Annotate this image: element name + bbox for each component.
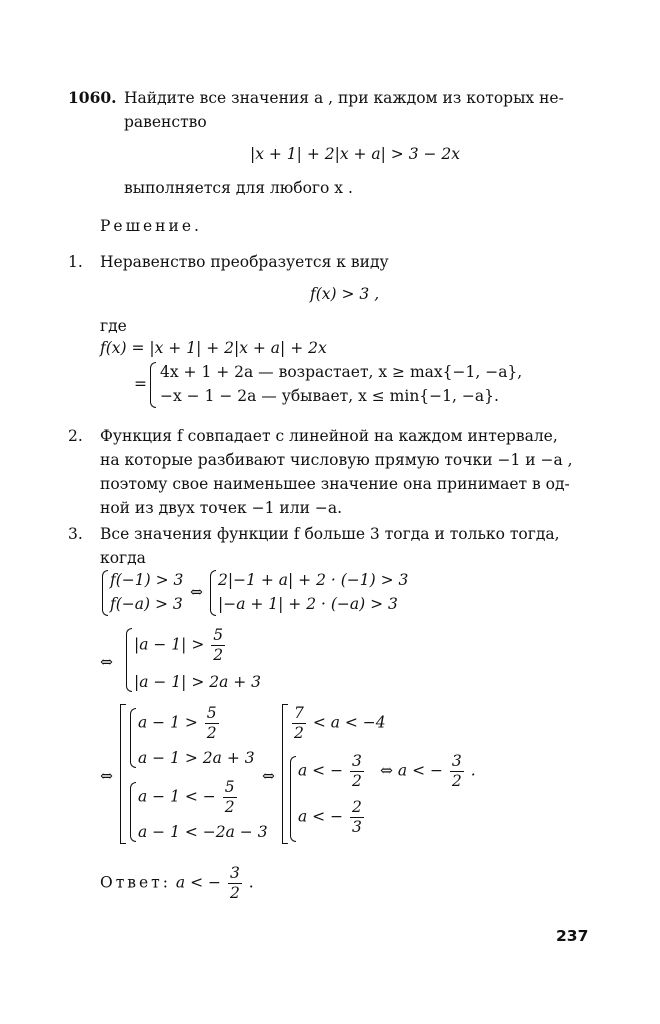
fraction-5-2: $\frac{5}{2}$ — [224, 778, 235, 816]
set-a-brace — [130, 708, 136, 768]
system-2-row-2: |−a + 1| + 2 · (−a) > 3 — [218, 595, 398, 613]
step-1-definition: f(x) = |x + 1| + 2|x + a| + 2x — [100, 339, 327, 357]
problem-line-1: Найдите все значения a , при каждом из которых не- — [124, 89, 564, 107]
system-3-row-1: |a − 1| > $\frac{5}{2}$ — [134, 626, 224, 664]
set-b-row-1: a − 1 < − $\frac{5}{2}$ — [138, 778, 235, 816]
fraction-5-2: $\frac{5}{2}$ — [206, 704, 217, 742]
fraction-3-2: $\frac{3}{2}$ — [451, 752, 462, 790]
step-1-cases-brace — [150, 362, 156, 408]
problem-number: 1060. — [68, 88, 117, 107]
step-2-line-4: ной из двух точек −1 или −a. — [100, 499, 342, 517]
fraction-3-2: $\frac{3}{2}$ — [229, 864, 240, 902]
step-1-text: Неравенство преобразуется к виду — [100, 253, 389, 271]
step-1-equals: = — [134, 375, 147, 393]
step-2-line-1: Функция f совпадает с линейной на каждом интервале, — [100, 427, 558, 445]
problem-line-2: равенство — [124, 113, 207, 131]
iff-symbol: ⇔ — [262, 767, 275, 785]
range-row-2: a < − $\frac{3}{2}$ — [298, 752, 362, 790]
system-3-brace — [126, 628, 132, 692]
fraction-2-3: $\frac{2}{3}$ — [352, 798, 362, 836]
iff-symbol: ⇔ — [190, 583, 203, 601]
set-a-row-1: a − 1 > $\frac{5}{2}$ — [138, 704, 217, 742]
range-row-1: $\frac{7}{2}$ < a < −4 — [294, 704, 386, 742]
union-bracket-left — [120, 704, 126, 844]
page-number: 237 — [556, 927, 589, 945]
answer: Ответ: a < − $\frac{3}{2}$ . — [100, 864, 254, 902]
fraction-7-2: $\frac{7}{2}$ — [294, 704, 304, 742]
step-2-line-2: на которые разбивают числовую прямую точки −1 и −a , — [100, 451, 573, 469]
range-brace — [290, 756, 296, 842]
final-result: ⇔ a < − $\frac{3}{2}$ . — [380, 752, 476, 790]
system-1-row-1: f(−1) > 3 — [110, 571, 184, 589]
step-1-number: 1. — [68, 253, 83, 271]
step-2-line-3: поэтому свое наименьшее значение она принимает в од- — [100, 475, 570, 493]
step-3-line-2: когда — [100, 549, 146, 567]
fraction-5-2: $\frac{5}{2}$ — [213, 626, 224, 664]
system-3-row-2: |a − 1| > 2a + 3 — [134, 673, 262, 691]
step-2-number: 2. — [68, 427, 83, 445]
step-1-case-1: 4x + 1 + 2a — возрастает, x ≥ max{−1, −a}, — [160, 363, 523, 381]
iff-symbol: ⇔ — [100, 653, 113, 671]
union-bracket-right — [282, 704, 288, 844]
system-1-brace — [102, 570, 108, 616]
step-3-line-1: Все значения функции f больше 3 тогда и только тогда, — [100, 525, 560, 543]
step-1-case-2: −x − 1 − 2a — убывает, x ≤ min{−1, −a}. — [160, 387, 499, 405]
set-b-brace — [130, 782, 136, 842]
system-2-row-1: 2|−1 + a| + 2 · (−1) > 3 — [218, 571, 409, 589]
fraction-3-2: $\frac{3}{2}$ — [352, 752, 362, 790]
step-1-formula: f(x) > 3 , — [310, 285, 380, 303]
system-1-row-2: f(−a) > 3 — [110, 595, 183, 613]
step-1-where: где — [100, 317, 127, 335]
set-a-row-2: a − 1 > 2a + 3 — [138, 749, 255, 767]
solution-heading: Решение. — [100, 217, 202, 235]
range-row-3: a < − $\frac{2}{3}$ — [298, 798, 362, 836]
set-b-row-2: a − 1 < −2a − 3 — [138, 823, 268, 841]
iff-symbol: ⇔ — [100, 767, 113, 785]
step-3-number: 3. — [68, 525, 83, 543]
system-2-brace — [210, 570, 216, 616]
problem-line-3: выполняется для любого x . — [124, 179, 353, 197]
problem-inequality: |x + 1| + 2|x + a| > 3 − 2x — [250, 145, 461, 163]
